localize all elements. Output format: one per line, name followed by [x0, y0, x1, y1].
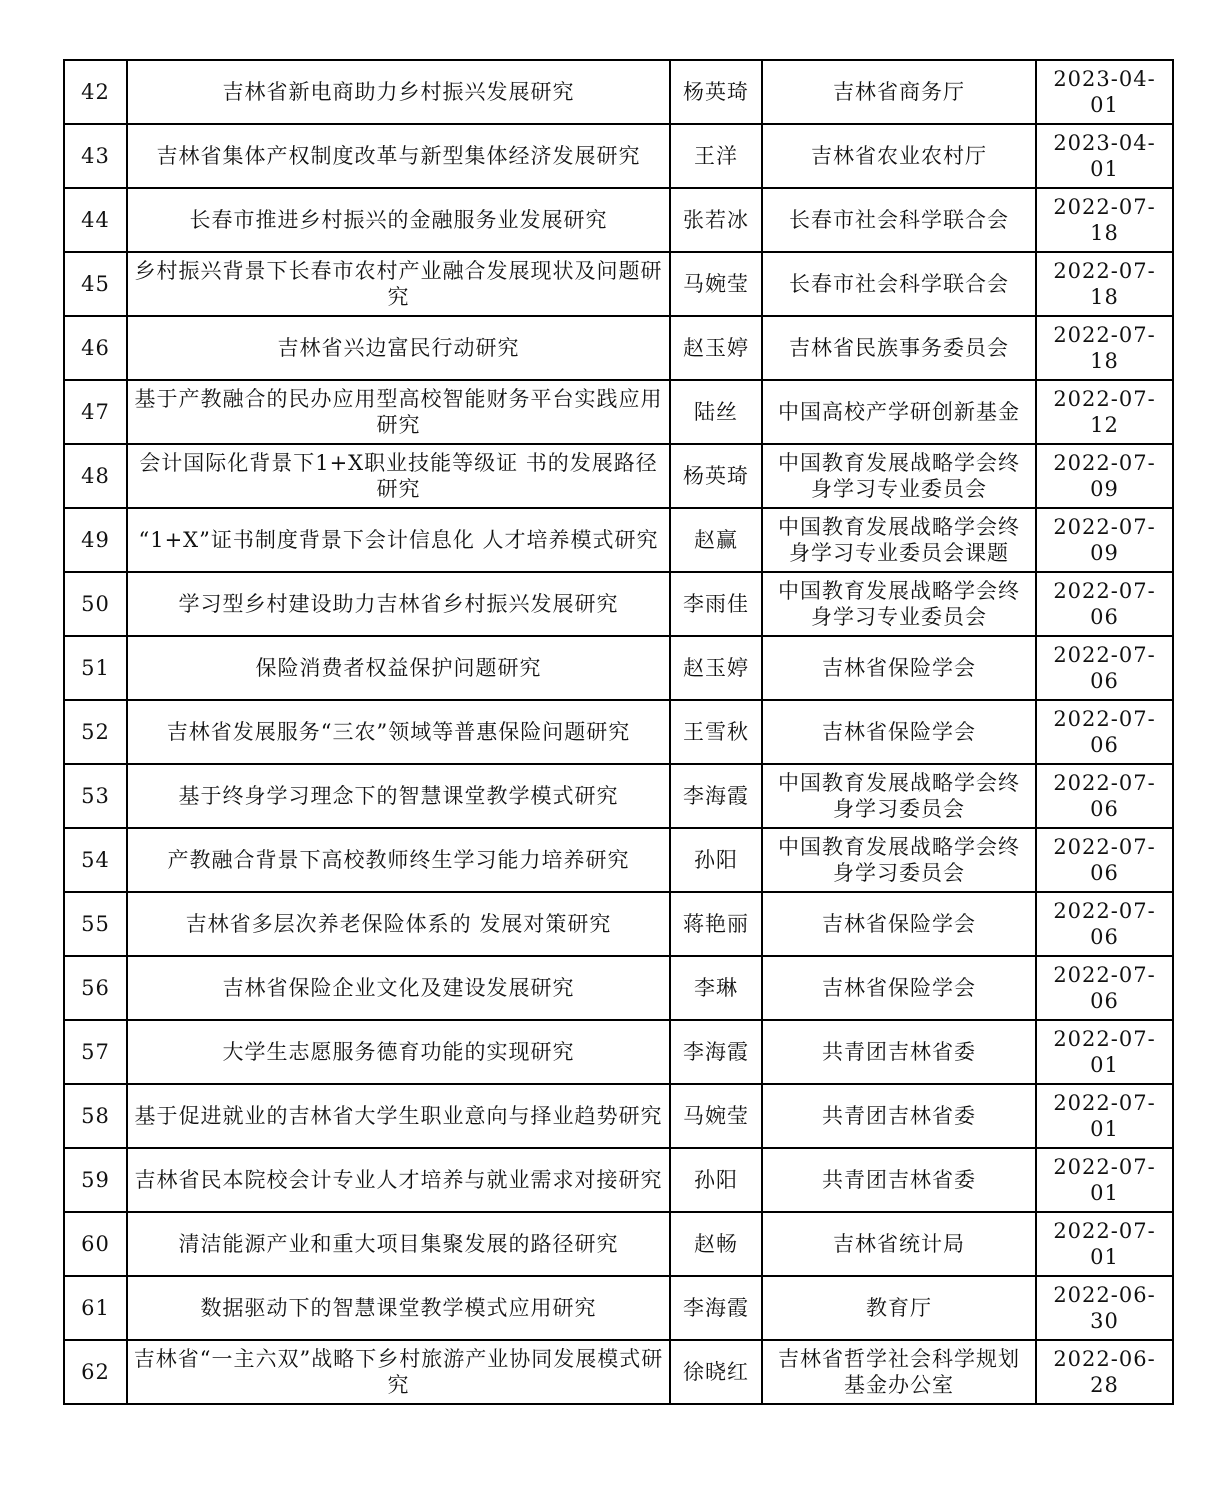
- project-number: 56: [64, 956, 127, 1020]
- issuing-organization: 中国教育发展战略学会终身学习专业委员会: [762, 572, 1036, 636]
- table-row: [64, 124, 1173, 188]
- project-number: 48: [64, 444, 127, 508]
- project-number: 46: [64, 316, 127, 380]
- issuing-organization: 中国教育发展战略学会终身学习专业委员会: [762, 444, 1036, 508]
- issuing-organization: 吉林省哲学社会科学规划基金办公室: [762, 1340, 1036, 1404]
- project-title: 吉林省多层次养老保险体系的 发展对策研究: [127, 892, 670, 956]
- table-row: [64, 700, 1173, 764]
- project-leader: 王雪秋: [670, 700, 762, 764]
- table-row: [64, 1276, 1173, 1340]
- project-title: 数据驱动下的智慧课堂教学模式应用研究: [127, 1276, 670, 1340]
- issuing-organization: 中国教育发展战略学会终身学习委员会: [762, 828, 1036, 892]
- issuing-organization: 吉林省保险学会: [762, 700, 1036, 764]
- project-title: 吉林省发展服务“三农”领域等普惠保险问题研究: [127, 700, 670, 764]
- project-title: “1+X”证书制度背景下会计信息化 人才培养模式研究: [127, 508, 670, 572]
- project-title: 吉林省兴边富民行动研究: [127, 316, 670, 380]
- table-row: [64, 1212, 1173, 1276]
- issuing-organization: 共青团吉林省委: [762, 1084, 1036, 1148]
- project-title: 吉林省民本院校会计专业人才培养与就业需求对接研究: [127, 1148, 670, 1212]
- project-title: 会计国际化背景下1+X职业技能等级证 书的发展路径研究: [127, 444, 670, 508]
- approval-date: 2022-07-18: [1036, 316, 1173, 380]
- issuing-organization: 中国教育发展战略学会终身学习委员会: [762, 764, 1036, 828]
- project-number: 61: [64, 1276, 127, 1340]
- approval-date: 2022-07-01: [1036, 1148, 1173, 1212]
- approval-date: 2022-07-18: [1036, 188, 1173, 252]
- project-number: 59: [64, 1148, 127, 1212]
- approval-date: 2022-06-30: [1036, 1276, 1173, 1340]
- project-number: 57: [64, 1020, 127, 1084]
- project-leader: 王洋: [670, 124, 762, 188]
- project-number: 54: [64, 828, 127, 892]
- approval-date: 2022-07-06: [1036, 828, 1173, 892]
- project-leader: 赵赢: [670, 508, 762, 572]
- issuing-organization: 吉林省保险学会: [762, 956, 1036, 1020]
- table-body: [64, 60, 1173, 1404]
- project-leader: 杨英琦: [670, 444, 762, 508]
- project-leader: 孙阳: [670, 1148, 762, 1212]
- project-number: 43: [64, 124, 127, 188]
- project-title: 基于终身学习理念下的智慧课堂教学模式研究: [127, 764, 670, 828]
- project-number: 45: [64, 252, 127, 316]
- issuing-organization: 吉林省统计局: [762, 1212, 1036, 1276]
- approval-date: 2022-07-06: [1036, 956, 1173, 1020]
- approval-date: 2022-06-28: [1036, 1340, 1173, 1404]
- table-row: [64, 380, 1173, 444]
- project-title: 吉林省保险企业文化及建设发展研究: [127, 956, 670, 1020]
- approval-date: 2022-07-01: [1036, 1212, 1173, 1276]
- table-row: [64, 252, 1173, 316]
- table-row: [64, 572, 1173, 636]
- approval-date: 2022-07-01: [1036, 1020, 1173, 1084]
- table-row: [64, 636, 1173, 700]
- approval-date: 2023-04-01: [1036, 124, 1173, 188]
- project-leader: 孙阳: [670, 828, 762, 892]
- approval-date: 2022-07-06: [1036, 764, 1173, 828]
- project-number: 47: [64, 380, 127, 444]
- project-number: 44: [64, 188, 127, 252]
- issuing-organization: 长春市社会科学联合会: [762, 188, 1036, 252]
- project-leader: 赵玉婷: [670, 636, 762, 700]
- approval-date: 2022-07-06: [1036, 700, 1173, 764]
- project-title: 保险消费者权益保护问题研究: [127, 636, 670, 700]
- issuing-organization: 吉林省保险学会: [762, 636, 1036, 700]
- table-row: [64, 508, 1173, 572]
- project-number: 49: [64, 508, 127, 572]
- approval-date: 2022-07-09: [1036, 444, 1173, 508]
- issuing-organization: 吉林省商务厅: [762, 60, 1036, 124]
- project-leader: 陆丝: [670, 380, 762, 444]
- table-row: [64, 956, 1173, 1020]
- issuing-organization: 吉林省农业农村厅: [762, 124, 1036, 188]
- project-title: 学习型乡村建设助力吉林省乡村振兴发展研究: [127, 572, 670, 636]
- project-title: 基于促进就业的吉林省大学生职业意向与择业趋势研究: [127, 1084, 670, 1148]
- project-number: 50: [64, 572, 127, 636]
- project-number: 55: [64, 892, 127, 956]
- project-leader: 马婉莹: [670, 252, 762, 316]
- table-row: [64, 1148, 1173, 1212]
- research-projects-table: [63, 59, 1174, 1405]
- project-number: 58: [64, 1084, 127, 1148]
- issuing-organization: 共青团吉林省委: [762, 1148, 1036, 1212]
- issuing-organization: 吉林省保险学会: [762, 892, 1036, 956]
- table-row: [64, 892, 1173, 956]
- project-title: 基于产教融合的民办应用型高校智能财务平台实践应用研究: [127, 380, 670, 444]
- table-row: [64, 1340, 1173, 1404]
- approval-date: 2022-07-01: [1036, 1084, 1173, 1148]
- project-leader: 赵畅: [670, 1212, 762, 1276]
- project-number: 42: [64, 60, 127, 124]
- project-number: 60: [64, 1212, 127, 1276]
- issuing-organization: 中国教育发展战略学会终身学习专业委员会课题: [762, 508, 1036, 572]
- approval-date: 2023-04-01: [1036, 60, 1173, 124]
- project-title: 清洁能源产业和重大项目集聚发展的路径研究: [127, 1212, 670, 1276]
- table-row: [64, 764, 1173, 828]
- issuing-organization: 共青团吉林省委: [762, 1020, 1036, 1084]
- table-row: [64, 1020, 1173, 1084]
- approval-date: 2022-07-09: [1036, 508, 1173, 572]
- project-number: 53: [64, 764, 127, 828]
- table-row: [64, 60, 1173, 124]
- issuing-organization: 中国高校产学研创新基金: [762, 380, 1036, 444]
- issuing-organization: 教育厅: [762, 1276, 1036, 1340]
- project-title: 长春市推进乡村振兴的金融服务业发展研究: [127, 188, 670, 252]
- project-title: 吉林省集体产权制度改革与新型集体经济发展研究: [127, 124, 670, 188]
- project-leader: 李海霞: [670, 764, 762, 828]
- project-leader: 杨英琦: [670, 60, 762, 124]
- table-row: [64, 316, 1173, 380]
- issuing-organization: 长春市社会科学联合会: [762, 252, 1036, 316]
- table-row: [64, 188, 1173, 252]
- project-leader: 马婉莹: [670, 1084, 762, 1148]
- approval-date: 2022-07-06: [1036, 572, 1173, 636]
- approval-date: 2022-07-18: [1036, 252, 1173, 316]
- project-title: 吉林省新电商助力乡村振兴发展研究: [127, 60, 670, 124]
- issuing-organization: 吉林省民族事务委员会: [762, 316, 1036, 380]
- project-leader: 李海霞: [670, 1020, 762, 1084]
- project-title: 乡村振兴背景下长春市农村产业融合发展现状及问题研究: [127, 252, 670, 316]
- project-title: 吉林省“一主六双”战略下乡村旅游产业协同发展模式研究: [127, 1340, 670, 1404]
- project-title: 产教融合背景下高校教师终生学习能力培养研究: [127, 828, 670, 892]
- approval-date: 2022-07-12: [1036, 380, 1173, 444]
- approval-date: 2022-07-06: [1036, 892, 1173, 956]
- project-leader: 赵玉婷: [670, 316, 762, 380]
- document-page: [63, 59, 1172, 1405]
- project-leader: 李雨佳: [670, 572, 762, 636]
- project-leader: 徐晓红: [670, 1340, 762, 1404]
- table-row: [64, 444, 1173, 508]
- approval-date: 2022-07-06: [1036, 636, 1173, 700]
- table-row: [64, 1084, 1173, 1148]
- table-row: [64, 828, 1173, 892]
- project-leader: 张若冰: [670, 188, 762, 252]
- project-leader: 蒋艳丽: [670, 892, 762, 956]
- project-number: 62: [64, 1340, 127, 1404]
- project-leader: 李琳: [670, 956, 762, 1020]
- project-leader: 李海霞: [670, 1276, 762, 1340]
- project-number: 51: [64, 636, 127, 700]
- project-title: 大学生志愿服务德育功能的实现研究: [127, 1020, 670, 1084]
- project-number: 52: [64, 700, 127, 764]
